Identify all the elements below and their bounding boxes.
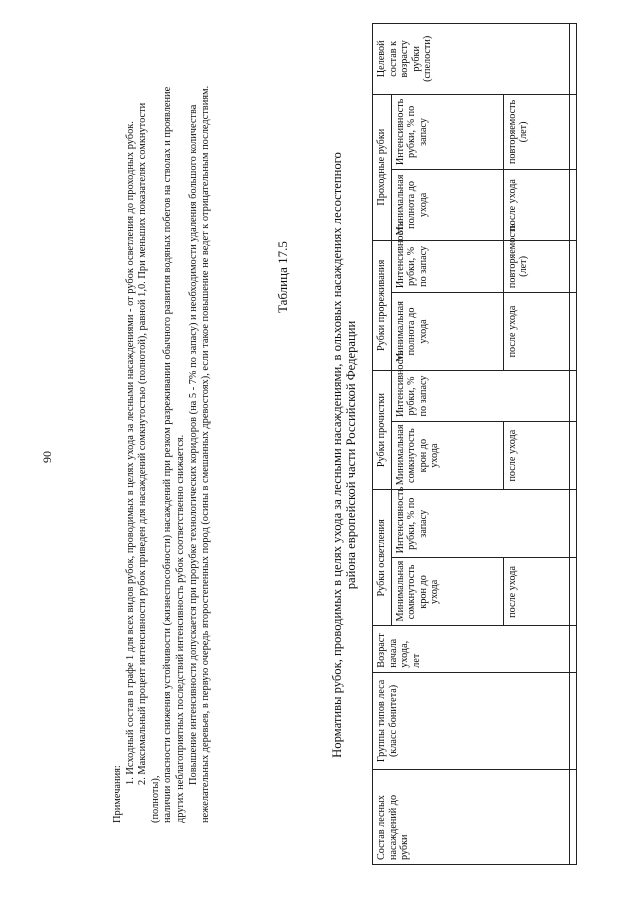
note-item: Повышение интенсивности допускается при прорубке технологических коридоров (на 5 - 7% по запасу) и необходимости удаления большого количества нежелательных деревьев, в первую очередь второстепенных пород (осины в смешанных древостоях), если такое повышение не ведет к отрицательным последствиям.: [187, 85, 212, 823]
table-title: [330, 75, 358, 835]
prokhodnye-repeat-cell: повторяемость (лет): [503, 94, 569, 169]
note-item: 1. Исходный состав в графе 1 для всех видов рубок, проводимых в целях ухода за лесными насаждениями - от рубок осветления до проходных рубок.: [124, 121, 136, 785]
prokhodnye-min-cell: Минимальная полнота до ухода: [391, 170, 503, 241]
header-prochistki: Рубки прочистки: [373, 370, 392, 489]
prorezhivanie-intensity-cell: Интенсивность рубки, % по запасу: [391, 240, 503, 292]
header-forest-groups: Группы типов леса (класс бонитета): [373, 672, 570, 769]
osvetlenie-min-cell: Минимальная сомкнутость крон до ухода: [391, 558, 503, 626]
table-cell-empty: [569, 672, 576, 769]
prochistki-after-cell: после ухода: [503, 422, 569, 490]
header-start-age: Возраст начала ухода, лет: [373, 626, 570, 672]
notes-title: Примечания:: [112, 765, 123, 823]
table-label: Таблица 17.5: [275, 241, 290, 313]
notes-block: [112, 83, 213, 823]
prochistki-min-cell: Минимальная сомкнутость крон до ухода: [391, 422, 503, 490]
table-cell-empty: [569, 240, 576, 292]
table-title-line: района европейской части Российской Федерации: [344, 320, 358, 590]
table-cell-empty: [569, 558, 576, 626]
header-prokhodnye: Проходные рубки: [373, 94, 392, 240]
prorezhivanie-after-cell: после ухода: [503, 293, 569, 371]
header-osvetlenie: Рубки осветления: [373, 490, 392, 626]
header-prorezhivanie: Рубки прореживания: [373, 240, 392, 370]
osvetlenie-intensity-cell: Интенсивность рубки, % по запасу: [391, 490, 569, 558]
table-cell-empty: [569, 770, 576, 865]
osvetlenie-after-cell: после ухода: [503, 558, 569, 626]
page-number: 90: [40, 451, 54, 463]
table-cell-empty: [569, 370, 576, 421]
table-cell-empty: [569, 170, 576, 241]
note-item: наличии опасности снижения устойчивости (жизнеспособности) насаждений при резком разреживании обычного развития водяных побегов на стволах и проявление других неблагоприятных последствий интенсивность рубок соответственно снижается.: [162, 86, 186, 823]
header-composition: Состав лесных насаждений до рубки: [373, 770, 570, 865]
prorezhivanie-min-cell: Минимальная полнота до ухода: [391, 293, 503, 371]
prochistki-intensity-cell: Интенсивность рубки, % по запасу: [391, 370, 569, 421]
table-cell-empty: [569, 626, 576, 672]
table-cell-empty: [569, 490, 576, 558]
table-title-line: Нормативы рубок, проводимых в целях ухода за лесными насаждениями, в ольховых насаждениях лесостепного: [330, 152, 344, 758]
table-cell-empty: [569, 94, 576, 169]
prokhodnye-intensity-cell: Интенсивность рубки, % по запасу: [391, 94, 503, 169]
header-target-composition: Целевой состав к возрасту рубки (спелости): [373, 24, 570, 95]
table-cell-empty: [569, 24, 576, 95]
norms-table: [372, 23, 577, 865]
table-cell-empty: [569, 293, 576, 371]
prorezhivanie-repeat-cell: повторяемость (лет): [503, 240, 569, 292]
table-cell-empty: [569, 422, 576, 490]
note-item: 2. Максимальный процент интенсивности рубок приведен для насаждений сомкнутостью (полнотой), равной 1,0. При меньших показателях сомкнутости (полноты),: [137, 102, 161, 823]
prokhodnye-after-cell: после ухода: [503, 170, 569, 241]
